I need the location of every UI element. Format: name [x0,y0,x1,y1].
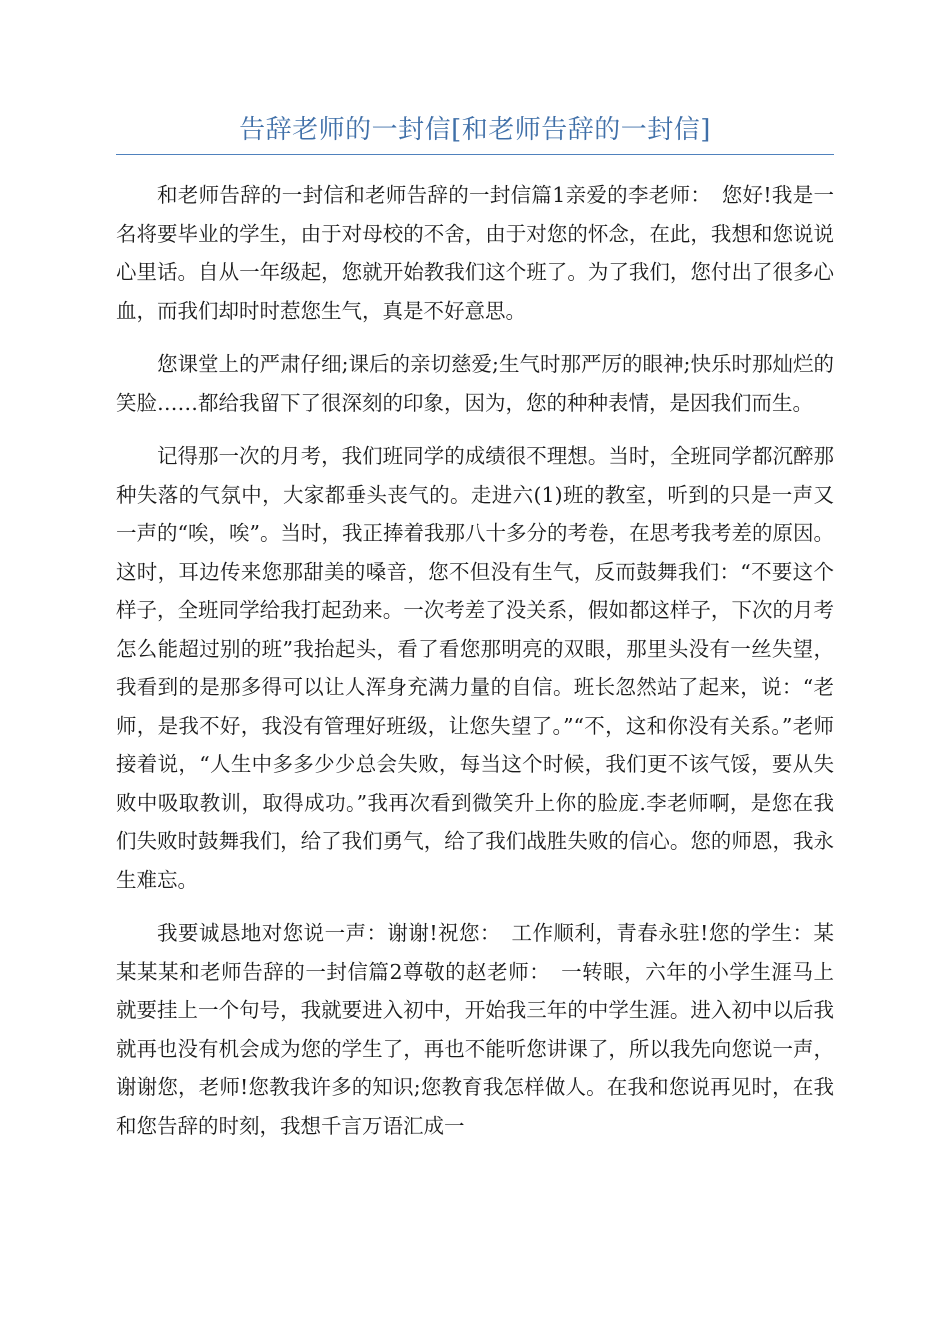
paragraph: 我要诚恳地对您说一声：谢谢!祝您： 工作顺利，青春永驻!您的学生：某某某某和老师告辞的一封信篇2尊敬的赵老师： 一转眼，六年的小学生涯马上就要挂上一个句号，我就要进入初中，开始我三年的中学生涯。进入初中以后我就再也没有机会成为您的学生了，再也不能听您讲课了，所以我先向您说一声，谢谢您，老师!您教我许多的知识;您教育我怎样做人。在我和您说再见时，在我和您告辞的时刻，我想千言万语汇成一 [116,921,834,1138]
document-body [116,176,834,1160]
paragraph: 和老师告辞的一封信和老师告辞的一封信篇1亲爱的李老师： 您好!我是一名将要毕业的学生，由于对母校的不舍，由于对您的怀念，在此，我想和您说说心里话。自从一年级起，您就开始教我们这个班了。为了我们，您付出了很多心血，而我们却时时惹您生气，真是不好意思。 [116,183,834,323]
paragraph: 记得那一次的月考，我们班同学的成绩很不理想。当时，全班同学都沉醉那种失落的气氛中，大家都垂头丧气的。走进六(1)班的教室，听到的只是一声又一声的“唉，唉”。当时，我正捧着我那八十多分的考卷，在思考我考差的原因。这时，耳边传来您那甜美的嗓音，您不但没有生气，反而鼓舞我们：“不要这个样子，全班同学给我打起劲来。一次考差了没关系，假如都这样子，下次的月考怎么能超过别的班”我抬起头，看了看您那明亮的双眼，那里头没有一丝失望，我看到的是那多得可以让人浑身充满力量的自信。班长忽然站了起来，说：“老师，是我不好，我没有管理好班级，让您失望了。”“不，这和你没有关系。”老师接着说，“人生中多多少少总会失败，每当这个时候，我们更不该气馁，要从失败中吸取教训，取得成功。”我再次看到微笑升上你的脸庞.李老师啊，是您在我们失败时鼓舞我们，给了我们勇气，给了我们战胜失败的信心。您的师恩，我永生难忘。 [116,444,834,892]
title-underline [116,154,834,155]
document-title: 告辞老师的一封信[和老师告辞的一封信] [239,115,711,145]
paragraph: 您课堂上的严肃仔细;课后的亲切慈爱;生气时那严厉的眼神;快乐时那灿烂的笑脸……都给我留下了很深刻的印象，因为，您的种种表情，是因我们而生。 [116,352,834,415]
